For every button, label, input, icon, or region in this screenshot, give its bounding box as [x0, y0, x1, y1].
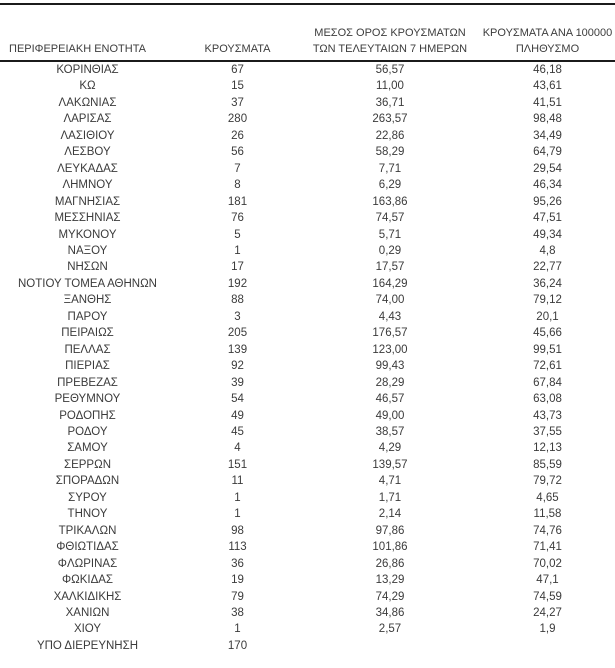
value-cell: 56 — [231, 146, 244, 159]
value-cell — [480, 638, 615, 654]
value-cell: 92 — [231, 360, 244, 373]
value-cell: 4,65 — [536, 491, 559, 504]
region-name-cell: ΣΕΡΡΩΝ — [63, 458, 112, 471]
value-cell: 36,24 — [533, 277, 562, 290]
region-name-cell: ΤΡΙΚΑΛΩΝ — [58, 524, 117, 537]
value-cell: 4,8 — [539, 244, 556, 257]
table-body — [0, 61, 615, 654]
value-cell: 47,1 — [536, 574, 559, 587]
table-row — [0, 144, 615, 160]
region-name-cell: ΛΑΣΙΘΙΟΥ — [60, 129, 115, 142]
table-row — [0, 572, 615, 588]
value-cell: 12,13 — [533, 442, 562, 455]
region-name-cell: ΞΑΝΘΗΣ — [63, 294, 112, 307]
value-cell: 43,73 — [533, 409, 562, 422]
table-row — [0, 424, 615, 440]
value-cell: 72,61 — [533, 360, 562, 373]
region-name-cell: ΝΑΞΟΥ — [67, 244, 108, 257]
value-cell: 36,71 — [375, 96, 405, 109]
table-row — [0, 473, 615, 489]
header-label-line: ΠΕΡΙΦΕΡΕΙΑΚΗ ΕΝΟΤΗΤΑ — [9, 43, 146, 55]
table-row — [0, 605, 615, 621]
value-cell: 67,84 — [533, 376, 562, 389]
value-cell: 85,59 — [533, 458, 562, 471]
region-name-cell: ΡΟΔΟΠΗΣ — [59, 409, 116, 422]
value-cell: 99,43 — [375, 360, 405, 373]
value-cell: 45 — [231, 425, 244, 438]
table-row — [0, 440, 615, 456]
value-cell: 4 — [234, 442, 241, 455]
table-row — [0, 375, 615, 391]
value-cell: 46,18 — [533, 64, 562, 76]
value-cell: 1 — [234, 508, 241, 521]
value-cell: 88 — [231, 294, 244, 307]
value-cell: 43,61 — [533, 80, 562, 93]
value-cell: 1,9 — [539, 623, 556, 636]
table-row — [0, 210, 615, 226]
value-cell: 74,00 — [375, 294, 405, 307]
value-cell: 2,14 — [378, 508, 402, 521]
table-row — [0, 391, 615, 407]
value-cell: 151 — [227, 458, 248, 471]
region-name-cell: ΛΑΚΩΝΙΑΣ — [58, 96, 117, 109]
region-name-cell: ΠΕΛΛΑΣ — [64, 343, 111, 356]
region-name-cell: ΛΗΜΝΟΥ — [62, 179, 113, 192]
value-cell: 26 — [231, 129, 244, 142]
value-cell: 2,57 — [378, 623, 402, 636]
value-cell: 98,48 — [533, 113, 562, 126]
value-cell: 76 — [231, 212, 244, 225]
column-header-cases-per-100000 — [480, 4, 615, 61]
value-cell: 74,59 — [533, 590, 562, 603]
region-name-cell: ΛΕΣΒΟΥ — [64, 146, 111, 159]
value-cell: 181 — [227, 195, 248, 208]
table-row — [0, 342, 615, 358]
value-cell: 79,72 — [533, 475, 562, 488]
region-name-cell: ΜΥΚΟΝΟΥ — [58, 228, 117, 241]
value-cell: 263,57 — [372, 113, 408, 126]
value-cell: 6,29 — [378, 179, 402, 192]
region-name-cell: ΦΛΩΡΙΝΑΣ — [57, 557, 118, 570]
value-cell: 176,57 — [372, 327, 408, 340]
table-row — [0, 292, 615, 308]
value-cell: 22,77 — [533, 261, 562, 274]
region-name-cell: ΜΕΣΣΗΝΙΑΣ — [54, 212, 121, 225]
value-cell: 38 — [231, 606, 244, 619]
table-header — [0, 4, 615, 61]
table-row — [0, 161, 615, 177]
table-row — [0, 309, 615, 325]
value-cell: 101,86 — [372, 541, 408, 554]
covid-cases-table — [0, 3, 615, 654]
value-cell: 163,86 — [372, 195, 408, 208]
value-cell: 280 — [227, 113, 248, 126]
value-cell: 46,34 — [533, 179, 562, 192]
value-cell: 5 — [234, 228, 241, 241]
region-name-cell: ΛΕΥΚΑΔΑΣ — [57, 162, 118, 175]
table-row — [0, 325, 615, 341]
header-label-line: ΜΕΣΟΣ ΟΡΟΣ ΚΡΟΥΣΜΑΤΩΝ — [314, 27, 466, 39]
value-cell: 95,26 — [533, 195, 562, 208]
table-row — [0, 243, 615, 259]
region-name-cell: ΡΟΔΟΥ — [67, 425, 108, 438]
value-cell: 17,57 — [375, 261, 405, 274]
table-row — [0, 408, 615, 424]
table-row — [0, 111, 615, 127]
header-row — [0, 4, 615, 61]
value-cell: 54 — [231, 393, 244, 406]
value-cell: 39 — [231, 376, 244, 389]
value-cell: 45,66 — [533, 327, 562, 340]
value-cell: 24,27 — [533, 606, 562, 619]
region-name-cell: ΦΘΙΩΤΙΔΑΣ — [56, 541, 119, 554]
value-cell: 11 — [231, 475, 244, 488]
value-cell: 0,29 — [378, 244, 402, 257]
value-cell: 1,71 — [378, 491, 402, 504]
value-cell: 123,00 — [372, 343, 408, 356]
value-cell: 26,86 — [375, 557, 405, 570]
value-cell: 1 — [234, 244, 241, 257]
value-cell: 17 — [231, 261, 244, 274]
column-header-7day-average — [300, 4, 480, 61]
region-name-cell: ΧΙΟΥ — [73, 623, 102, 636]
region-name-cell: ΠΑΡΟΥ — [67, 310, 108, 323]
value-cell: 8 — [234, 179, 241, 192]
value-cell: 79,12 — [533, 294, 562, 307]
value-cell: 205 — [227, 327, 248, 340]
header-label-line: ΤΩΝ ΤΕΛΕΥΤΑΙΩΝ 7 ΗΜΕΡΩΝ — [312, 43, 468, 55]
value-cell: 74,76 — [533, 524, 562, 537]
value-cell: 64,79 — [533, 146, 562, 159]
table-row — [0, 506, 615, 522]
value-cell: 1 — [234, 491, 241, 504]
value-cell: 4,71 — [378, 475, 402, 488]
value-cell: 98 — [231, 524, 244, 537]
value-cell: 5,71 — [378, 228, 402, 241]
table-row — [0, 61, 615, 78]
value-cell: 7 — [234, 162, 241, 175]
table-row — [0, 539, 615, 555]
value-cell: 4,43 — [378, 310, 402, 323]
region-name-cell: ΠΡΕΒΕΖΑΣ — [57, 376, 118, 389]
value-cell: 22,86 — [375, 129, 405, 142]
region-name-cell: ΝΟΤΙΟΥ ΤΟΜΕΑ ΑΘΗΝΩΝ — [18, 277, 157, 290]
region-name-cell: ΛΑΡΙΣΑΣ — [63, 113, 112, 126]
value-cell: 74,57 — [375, 212, 405, 225]
value-cell: 67 — [231, 64, 244, 76]
column-header-regional-unit — [0, 4, 175, 61]
table-row — [0, 128, 615, 144]
value-cell: 56,57 — [375, 64, 405, 76]
region-name-cell: ΣΠΟΡΑΔΩΝ — [55, 475, 120, 488]
value-cell: 170 — [227, 639, 248, 652]
value-cell: 11,58 — [533, 508, 562, 521]
value-cell: 49,34 — [533, 228, 562, 241]
table-row — [0, 78, 615, 94]
region-name-cell: ΚΟΡΙΝΘΙΑΣ — [56, 64, 119, 76]
value-cell: 34,86 — [375, 606, 405, 619]
value-cell: 37 — [231, 96, 244, 109]
table-row — [0, 556, 615, 572]
table-row — [0, 276, 615, 292]
region-name-cell: ΚΩ — [79, 80, 96, 93]
table-row — [0, 621, 615, 637]
table-row — [0, 523, 615, 539]
region-name-cell: ΡΕΘΥΜΝΟΥ — [54, 393, 121, 406]
region-name-cell: ΣΥΡΟΥ — [68, 491, 107, 504]
value-cell: 37,55 — [533, 425, 562, 438]
table-row — [0, 638, 615, 654]
value-cell: 38,57 — [375, 425, 405, 438]
table-row — [0, 589, 615, 605]
value-cell — [300, 638, 480, 654]
value-cell: 41,51 — [533, 96, 562, 109]
value-cell: 28,29 — [375, 376, 405, 389]
region-name-cell: ΤΗΝΟΥ — [67, 508, 108, 521]
value-cell: 19 — [231, 574, 244, 587]
value-cell: 11,00 — [376, 80, 404, 93]
value-cell: 46,57 — [375, 393, 405, 406]
value-cell: 71,41 — [533, 541, 562, 554]
table-row — [0, 177, 615, 193]
header-label-line: ΚΡΟΥΣΜΑΤΑ — [204, 43, 271, 55]
table-row — [0, 95, 615, 111]
value-cell: 63,08 — [533, 393, 562, 406]
region-name-cell: ΠΕΙΡΑΙΩΣ — [61, 327, 114, 340]
region-name-cell: ΝΗΣΩΝ — [67, 261, 108, 274]
region-name-cell: ΣΑΜΟΥ — [67, 442, 108, 455]
value-cell: 139,57 — [372, 458, 408, 471]
region-name-cell: ΥΠΟ ΔΙΕΡΕΥΝΗΣΗ — [36, 639, 139, 652]
value-cell: 58,29 — [375, 146, 405, 159]
value-cell: 79 — [231, 590, 244, 603]
value-cell: 34,49 — [533, 129, 562, 142]
table-row — [0, 457, 615, 473]
region-name-cell: ΠΙΕΡΙΑΣ — [65, 360, 110, 373]
column-header-cases — [175, 4, 300, 61]
region-name-cell: ΦΩΚΙΔΑΣ — [61, 574, 114, 587]
value-cell: 74,29 — [375, 590, 405, 603]
value-cell: 20,1 — [536, 310, 559, 323]
value-cell: 49 — [231, 409, 244, 422]
table-row — [0, 259, 615, 275]
table-row — [0, 194, 615, 210]
value-cell: 36 — [231, 557, 244, 570]
value-cell: 13,29 — [375, 574, 405, 587]
value-cell: 7,71 — [378, 162, 402, 175]
value-cell: 49,00 — [375, 409, 405, 422]
value-cell: 15 — [231, 80, 244, 93]
value-cell: 99,51 — [533, 343, 562, 356]
value-cell: 29,54 — [533, 162, 562, 175]
value-cell: 192 — [227, 277, 248, 290]
region-name-cell: ΧΑΝΙΩΝ — [65, 606, 110, 619]
value-cell: 3 — [234, 310, 241, 323]
table-row — [0, 227, 615, 243]
table-row — [0, 358, 615, 374]
value-cell: 139 — [227, 343, 248, 356]
value-cell: 1 — [234, 623, 241, 636]
header-label-line: ΚΡΟΥΣΜΑΤΑ ΑΝΑ 100000 — [482, 27, 613, 39]
value-cell: 164,29 — [372, 277, 408, 290]
region-name-cell: ΜΑΓΝΗΣΙΑΣ — [54, 195, 121, 208]
value-cell: 4,29 — [378, 442, 402, 455]
value-cell: 97,86 — [375, 524, 405, 537]
header-label-line: ΠΛΗΘΥΣΜΟ — [515, 43, 580, 55]
value-cell: 113 — [228, 541, 247, 554]
region-name-cell: ΧΑΛΚΙΔΙΚΗΣ — [53, 590, 122, 603]
table-row — [0, 490, 615, 506]
value-cell: 47,51 — [533, 212, 562, 225]
value-cell: 70,02 — [533, 557, 562, 570]
